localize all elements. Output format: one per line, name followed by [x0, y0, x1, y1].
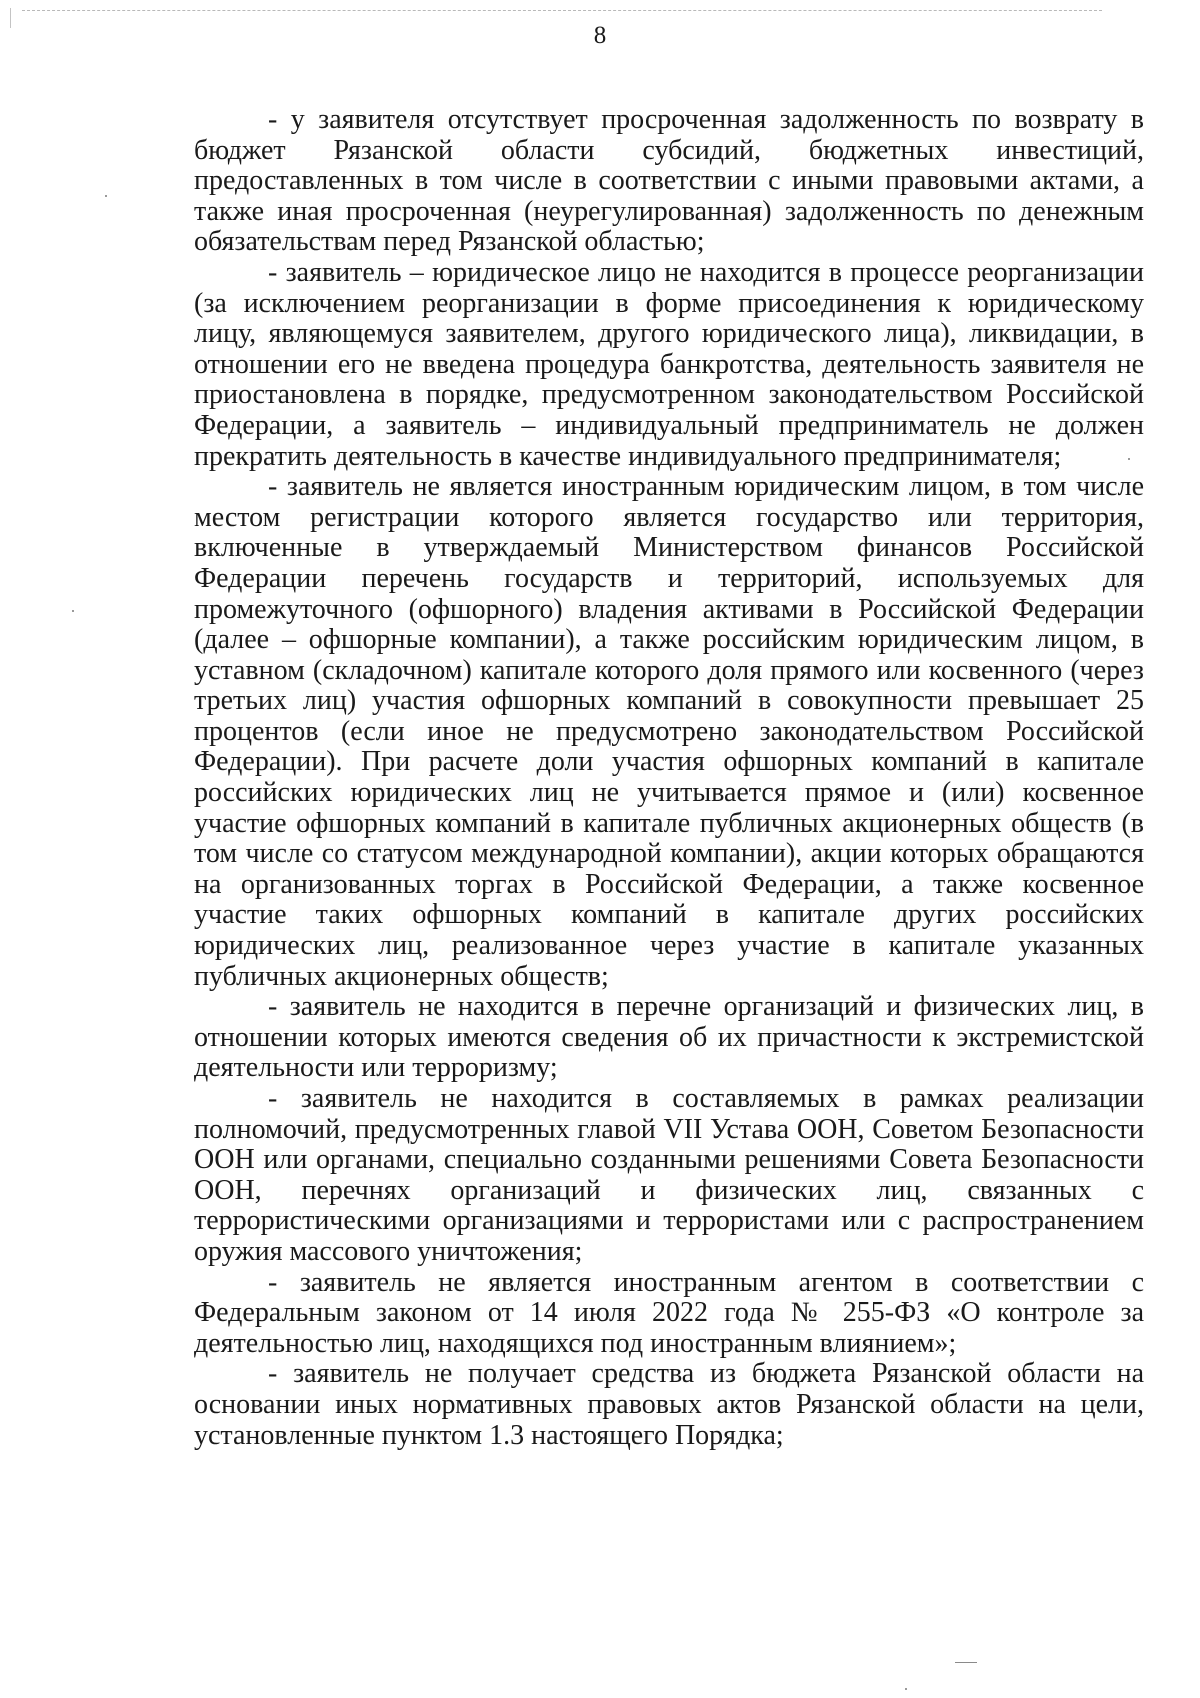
scan-bottom-mark [955, 1662, 977, 1663]
paragraph-no-other-funding: - заявитель не получает средства из бюджета Рязанской области на основании иных нормативных правовых актов Рязанской области на цели, установленные пунктом 1.3 настоящего Порядка; [194, 1358, 1144, 1451]
paragraph-not-foreign-entity: - заявитель не является иностранным юридическим лицом, в том числе местом регистрации которого является государство или территория, включенные в утверждаемый Министерством финансов Российской Федерации перечень государств и территорий, используемых для промежуточного (офшорного) владения активами в Российской Федерации (далее – офшорные компании), а также российским юридическим лицом, в уставном (складочном) капитале которого доля прямого или косвенного (через третьих лиц) участия офшорных компаний в совокупности превышает 25 процентов (если иное не предусмотрено законодательством Российской Федерации). При расчете доли участия офшорных компаний в капитале российских юридических лиц не учитывается прямое и (или) косвенное участие офшорных компаний в капитале публичных акционерных обществ (в том числе со статусом международной компании), акции которых обращаются на организованных торгах в Российской Федерации, а также косвенное участие таких офшорных компаний в капитале других российских юридических лиц, реализованное через участие в капитале указанных публичных акционерных обществ; [194, 471, 1144, 992]
scan-top-edge [22, 10, 1102, 11]
scan-speck [905, 1688, 907, 1690]
paragraph-no-debt: - у заявителя отсутствует просроченная задолженность по возврату в бюджет Рязанской области субсидий, бюджетных инвестиций, предоставленных в том числе в соответствии с иными правовыми актами, а также иная просроченная (неурегулированная) задолженность по денежным обязательствам перед Рязанской областью; [194, 104, 1144, 258]
paragraph-not-un-sanctions-list: - заявитель не находится в составляемых в рамках реализации полномочий, предусмотренных главой VII Устава ООН, Советом Безопасности ООН или органами, специально созданными решениями Совета Безопасности ООН, перечнях организаций и физических лиц, связанных с террористическими организациями и террористами или с распространением оружия массового уничтожения; [194, 1083, 1144, 1267]
paragraph-not-foreign-agent: - заявитель не является иностранным агентом в соответствии с Федеральным законом от 14 июля 2022 года № 255-ФЗ «О контроле за деятельностью лиц, находящихся под иностранным влиянием»; [194, 1266, 1144, 1359]
page-number: 8 [593, 22, 607, 49]
scan-speck [72, 610, 74, 612]
paragraph-not-extremist-list: - заявитель не находится в перечне организаций и физических лиц, в отношении которых имеются сведения об их причастности к экстремистской деятельности или терроризму; [194, 991, 1144, 1084]
document-body [194, 105, 1144, 1451]
scan-speck [105, 195, 107, 197]
scan-speck [1128, 458, 1130, 460]
paragraph-no-reorganization: - заявитель – юридическое лицо не находится в процессе реорганизации (за исключением реорганизации в форме присоединения к юридическому лицу, являющемуся заявителем, другого юридического лица), ликвидации, в отношении его не введена процедура банкротства, деятельность заявителя не приостановлена в порядке, предусмотренном законодательством Российской Федерации, а заявитель – индивидуальный предприниматель не должен прекратить деятельность в качестве индивидуального предпринимателя; [194, 256, 1144, 472]
